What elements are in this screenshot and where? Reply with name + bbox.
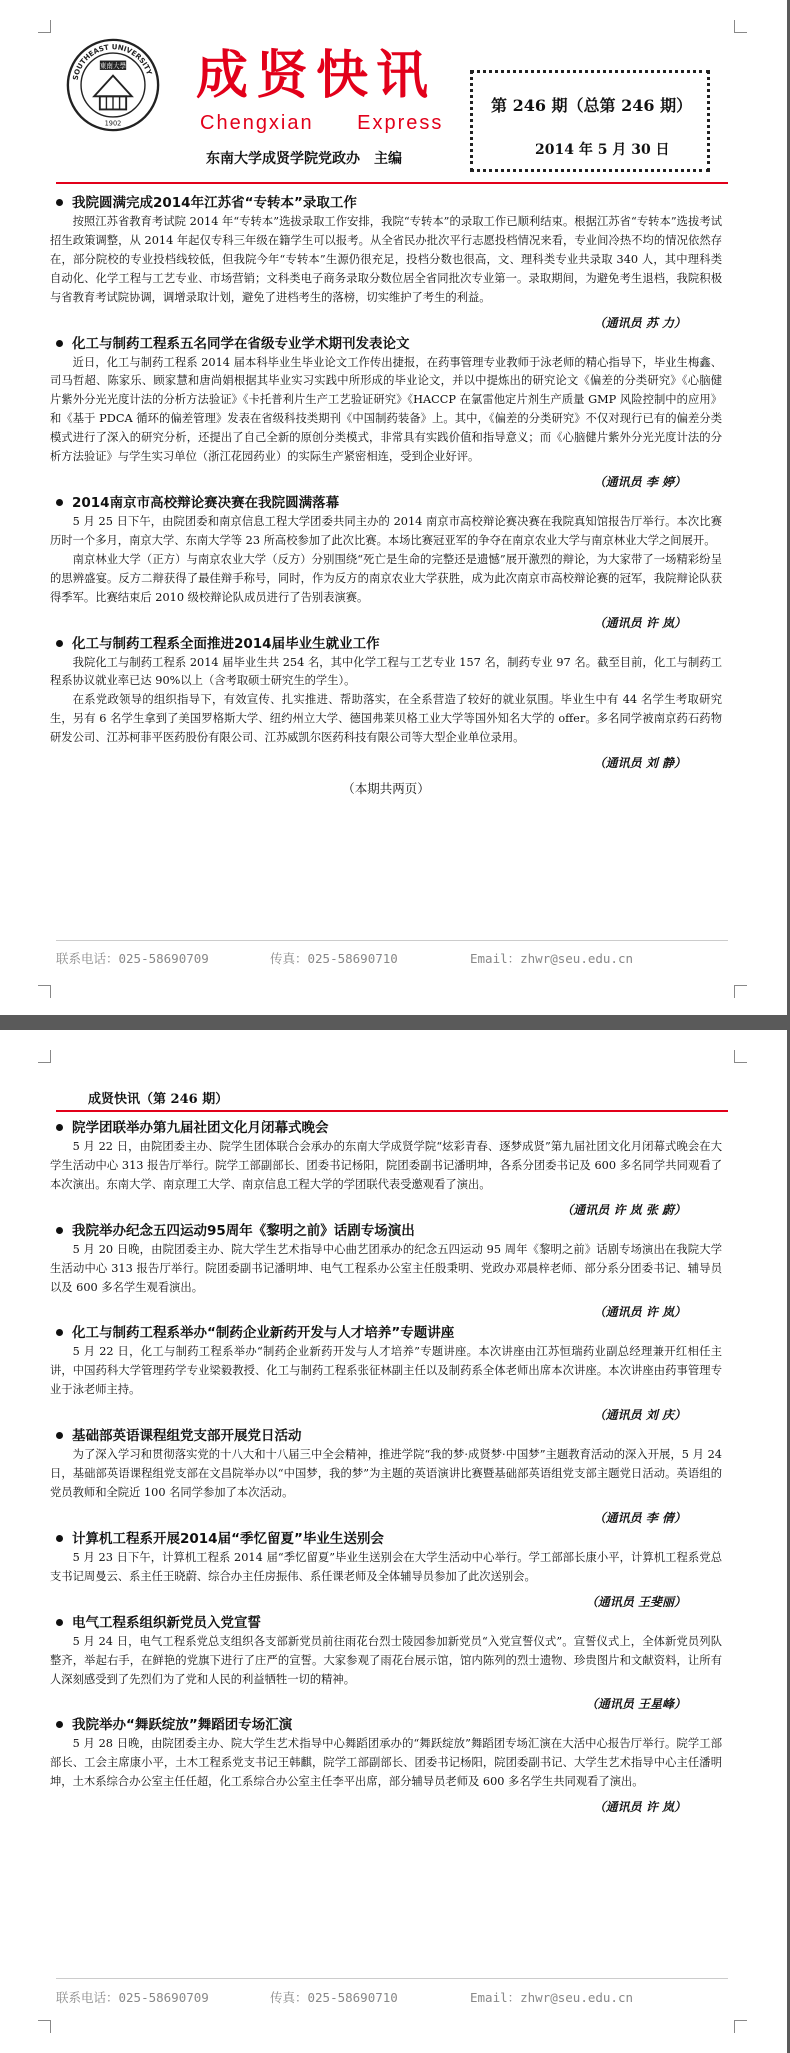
article (50, 334, 722, 493)
page-one-articles (50, 193, 722, 800)
article-title (50, 193, 722, 213)
article-byline: （通讯员 王星峰） (585, 1697, 686, 1712)
article-title (50, 1715, 722, 1735)
header-rule (56, 182, 728, 184)
article-byline: （通讯员 李 婷） (593, 474, 686, 489)
svg-text:1902: 1902 (104, 119, 122, 128)
article-byline: （通讯员 许 岚） (593, 1800, 686, 1815)
page-count-note: （本期共两页） (342, 781, 430, 797)
article-paragraph: 在系党政领导的组织指导下，有效宣传、扎实推进、帮助落实，在全系营造了较好的就业氛围。毕业生中有 44 名学生考取研究生，另有 6 名学生拿到了美国罗格斯大学、纽约州立大学、德国弗莱贝格工业大学等国外知名大学的 offer。多名同学被南京药石药物研发公司、江苏柯菲平医药股份有限公司、江苏威凯尔医药科技有限公司等大型企业单位录用。 (50, 693, 722, 745)
article-title-text: 电气工程系组织新党员入党宣誓 (72, 1614, 261, 1631)
article-paragraph: 我院化工与制药工程系 2014 届毕业生共 254 名，其中化学工程与工艺专业 157 名，制药专业 97 名。截至目前，化工与制药工程系协议就业率已达 90%以上（含考取硕士研究生的学生）。 (50, 655, 722, 688)
article-body (50, 513, 722, 608)
footer-rule (56, 940, 728, 941)
bullet-icon (56, 1721, 63, 1728)
issue-box (470, 70, 710, 172)
article-paragraph: 5 月 22 日，由院团委主办、院学生团体联合会承办的东南大学成贤学院“炫彩青春、逐梦成贤”第九届社团文化月闭幕式晚会在大学生活动中心 313 报告厅举行。院学工部副部长、团委书记杨阳，院团委副书记潘明坤，各系分团委书记及 600 多名同学共同观看了本次演出。东南大学、南京理工大学、南京信息工程大学的学团联代表受邀观看了演出。 (50, 1140, 722, 1191)
article-title-text: 我院圆满完成2014年江苏省“专转本”录取工作 (72, 195, 357, 211)
article-title-text: 院学团联举办第九届社团文化月闭幕式晚会 (72, 1120, 329, 1136)
header-rule (56, 1110, 728, 1112)
article-body (50, 213, 722, 308)
university-logo (66, 38, 160, 132)
footer-phone: 联系电话：025-58690709 (56, 951, 209, 966)
article-paragraph: 5 月 24 日，电气工程系党总支组织各支部新党员前往雨花台烈士陵园参加新党员“入党宣誓仪式”。宣誓仪式上，全体新党员列队整齐，举起右手，在鲜艳的党旗下进行了庄严的宣誓。大家参观了雨花台展示馆，馆内陈列的烈士遗物、珍贵图片和文献资料，让所有人深刻感受到了先烈们为了党和人民的利益牺牲一切的精神。 (50, 1634, 722, 1686)
footer-rule (56, 1978, 728, 1979)
article-title (50, 1323, 722, 1343)
masthead-subtitle: Chengxian Express (200, 112, 444, 134)
svg-text:SOUTHEAST UNIVERSITY: SOUTHEAST UNIVERSITY (70, 42, 155, 81)
article-title-text: 基础部英语课程组党支部开展党日活动 (72, 1428, 302, 1445)
crop-mark (38, 20, 51, 33)
footer-fax: 传真：025-58690710 (270, 1990, 398, 2005)
crop-mark (38, 985, 51, 998)
crop-mark (38, 2020, 51, 2033)
article-title-text: 我院举办“舞跃绽放”舞蹈团专场汇演 (72, 1717, 293, 1734)
issue-number: 第 246 期（总第 246 期） (491, 96, 693, 115)
page-one (0, 0, 787, 1015)
article-body (50, 1241, 722, 1298)
article (50, 1118, 722, 1221)
article (50, 493, 722, 634)
footer-email: Email：zhwr@seu.edu.cn (470, 1990, 634, 2005)
masthead-title: 成贤快讯 (196, 46, 437, 106)
article-title-text: 化工与制药工程系全面推进2014届毕业生就业工作 (72, 635, 380, 652)
bullet-icon (56, 199, 63, 206)
bullet-icon (56, 340, 63, 347)
article-title (50, 1426, 722, 1446)
bullet-icon (56, 640, 63, 647)
article-byline: （通讯员 王斐丽） (585, 1594, 686, 1609)
article-byline: （通讯员 刘 庆） (593, 1408, 686, 1423)
bullet-icon (56, 499, 63, 506)
bullet-icon (56, 1535, 63, 1542)
article-title-text: 2014南京市高校辩论赛决赛在我院圆满落幕 (72, 494, 340, 511)
article-title (50, 1529, 722, 1549)
article-title (50, 634, 722, 654)
article-title-text: 化工与制药工程系举办“制药企业新药开发与人才培养”专题讲座 (72, 1325, 455, 1342)
crop-mark (734, 985, 747, 998)
running-head: 成贤快讯（第 246 期） (88, 1092, 229, 1107)
article-byline: （通讯员 苏 力） (593, 315, 686, 330)
article-body (50, 354, 722, 467)
article-paragraph: 5 月 22 日，化工与制药工程系举办“制药企业新药开发与人才培养”专题讲座。本次讲座由江苏恒瑞药业副总经理兼开红相任主讲，中国药科大学管理药学专业梁毅教授、化工与制药工程系张征林副主任以及制药系全体老师出席本次讲座。本次讲座由药事管理专业于泳老师主持。 (50, 1345, 722, 1397)
svg-text:東南大學: 東南大學 (99, 62, 127, 71)
bullet-icon (56, 1329, 63, 1336)
article-paragraph: 南京林业大学（正方）与南京农业大学（反方）分别围绕“死亡是生命的完整还是遗憾”展开激烈的辩论，为大家带了一场精彩纷呈的思辨盛宴。反方二辩获得了最佳辩手称号，同时，作为反方的南京农业大学获胜，成为此次南京市高校辩论赛的冠军，我院辩论队获得季军。比赛结束后 2010 级校辩论队成员进行了告别表演赛。 (50, 552, 722, 604)
publisher-line: 东南大学成贤学院党政办 主编 (206, 151, 402, 167)
footer-email: Email：zhwr@seu.edu.cn (470, 951, 634, 966)
bullet-icon (56, 1227, 63, 1234)
article (50, 634, 722, 775)
article (50, 193, 722, 334)
article-byline: （通讯员 李 倩） (593, 1510, 686, 1525)
article-paragraph: 5 月 28 日晚，由院团委主办、院大学生艺术指导中心舞蹈团承办的“舞跃绽放”舞蹈团专场汇演在大活中心报告厅举行。院学工部部长、工会主席康小平，土木工程系党支书记王韩麒，院学工部副部长、团委书记杨阳，院团委副书记、大学生艺术指导中心主任潘明坤，土木系综合办公室主任任超，化工系综合办公室主任李平出席，部分辅导员老师及 600 多名学生共同观看了演出。 (50, 1737, 722, 1789)
article (50, 1715, 722, 1818)
footer-phone: 联系电话：025-58690709 (56, 1990, 209, 2005)
article-body (50, 1446, 722, 1503)
article-paragraph: 5 月 20 日晚，由院团委主办、院大学生艺术指导中心曲艺团承办的纪念五四运动 95 周年《黎明之前》话剧专场演出在我院大学生活动中心 313 报告厅举行。院团委副书记潘明坤、电气工程系办公室主任殷秉明、党政办邓晨梓老师、部分系分团委书记、辅导员以及 600 多名学生观看演出。 (50, 1242, 722, 1294)
article-paragraph: 按照江苏省教育考试院 2014 年“专转本”选拔录取工作安排，我院“专转本”的录取工作已顺利结束。根据江苏省“专转本”选拔考试招生政策调整，从 2014 年起仅专科三年级在籍学生可以报考。从全省民办批次平行志愿投档情况来看，专业间冷热不均的情况依然存在，部分院校的专业投档线较低，但我院今年“专转本”生源仍很充足，投档分数也很高，文、理科类专业共录取 340 人，其中理科类自动化、化学工程与工艺专业、市场营销；文科类电子商务录取分数位居全省同批次专业第一。录取期间，为避免考生退档，我院积极与省教育考试院协调，调增录取计划，避免了进档考生的落榜，切实维护了考生的利益。 (50, 215, 722, 304)
issue-date: 2014 年 5 月 30 日 (535, 142, 670, 158)
bullet-icon (56, 1432, 63, 1439)
article (50, 1323, 722, 1426)
crop-mark (38, 1050, 51, 1063)
crop-mark (734, 1050, 747, 1063)
article-body (50, 1138, 722, 1195)
bullet-icon (56, 1619, 63, 1626)
page-two (0, 1030, 787, 2053)
article-paragraph: 5 月 25 日下午，由院团委和南京信息工程大学团委共同主办的 2014 南京市高校辩论赛决赛在我院真知馆报告厅举行。本次比赛历时一个多月，南京大学、东南大学等 23 所高校参加了此次比赛。本场比赛冠亚军的争夺在南京农业大学与南京林业大学之间展开。 (50, 514, 722, 547)
article-paragraph: 为了深入学习和贯彻落实党的十八大和十八届三中全会精神，推进学院“我的梦·成贤梦·中国梦”主题教育活动的深入开展，5 月 24 日，基础部英语课程组党支部在文昌院举办以“中国梦，我的梦”为主题的英语演讲比赛暨基础部英语组党支部主题党日活动。英语组的党员教师和全院近 100 名同学参加了本次活动。 (50, 1448, 722, 1499)
article-body (50, 1735, 722, 1792)
article-byline: （通讯员 许 岚 张 蔚） (561, 1202, 686, 1217)
article-title-text: 计算机工程系开展2014届“季忆留夏”毕业生送别会 (72, 1530, 384, 1547)
article-title-text: 我院举办纪念五四运动95周年《黎明之前》话剧专场演出 (72, 1222, 415, 1239)
crop-mark (734, 2020, 747, 2033)
footer-fax: 传真：025-58690710 (270, 951, 398, 966)
article-title (50, 334, 722, 354)
article-body (50, 1633, 722, 1690)
article-body (50, 1343, 722, 1400)
article-title (50, 1118, 722, 1138)
crop-mark (734, 20, 747, 33)
article (50, 1426, 722, 1529)
article-byline: （通讯员 刘 静） (593, 756, 686, 771)
article (50, 1613, 722, 1716)
article-title (50, 1613, 722, 1633)
article-paragraph: 5 月 23 日下午，计算机工程系 2014 届“季忆留夏”毕业生送别会在大学生活动中心举行。学工部部长康小平，计算机工程系党总支书记周曼云、系主任王晓蔚、综合办主任房振伟、系任课老师及全体辅导员参加了此次送别会。 (50, 1550, 722, 1583)
article-title (50, 493, 722, 513)
article-body (50, 654, 722, 749)
article-title (50, 1221, 722, 1241)
article-byline: （通讯员 许 岚） (593, 615, 686, 630)
bullet-icon (56, 1124, 63, 1131)
page-two-articles (50, 1118, 722, 1818)
article-paragraph: 近日，化工与制药工程系 2014 届本科毕业生毕业论文工作传出捷报，在药事管理专业教师于泳老师的精心指导下，毕业生梅鑫、司马哲超、陈家乐、顾家慧和唐尚娟根据其毕业实习实践中所形成的毕业论文，并以中提炼出的研究论文《偏差的分类研究》《心脑健片紫外分光光度计法的分析方法验证》《卡托普利片生产工艺验证研究》《HACCP 在氯雷他定片剂生产质量 GMP 风险控制中的应用》和《基于 PDCA 循环的偏差管理》发表在省级科技类期刊《中国制药装备》上。其中，《偏差的分类研究》不仅对现行已有的偏差分类模式进行了深入的研究分析，还提出了自己全新的原创分类模式，非常具有实践价值和指导意义；而《心脑健片紫外分光光度计法的分析方法验证》与学生实习单位（浙江花园药业）的实际生产紧密相连，受到企业好评。 (50, 355, 722, 464)
article-title-text: 化工与制药工程系五名同学在省级专业学术期刊发表论文 (72, 335, 410, 352)
article-byline: （通讯员 许 岚） (593, 1305, 686, 1320)
article (50, 1529, 722, 1613)
article-body (50, 1549, 722, 1587)
article (50, 1221, 722, 1324)
